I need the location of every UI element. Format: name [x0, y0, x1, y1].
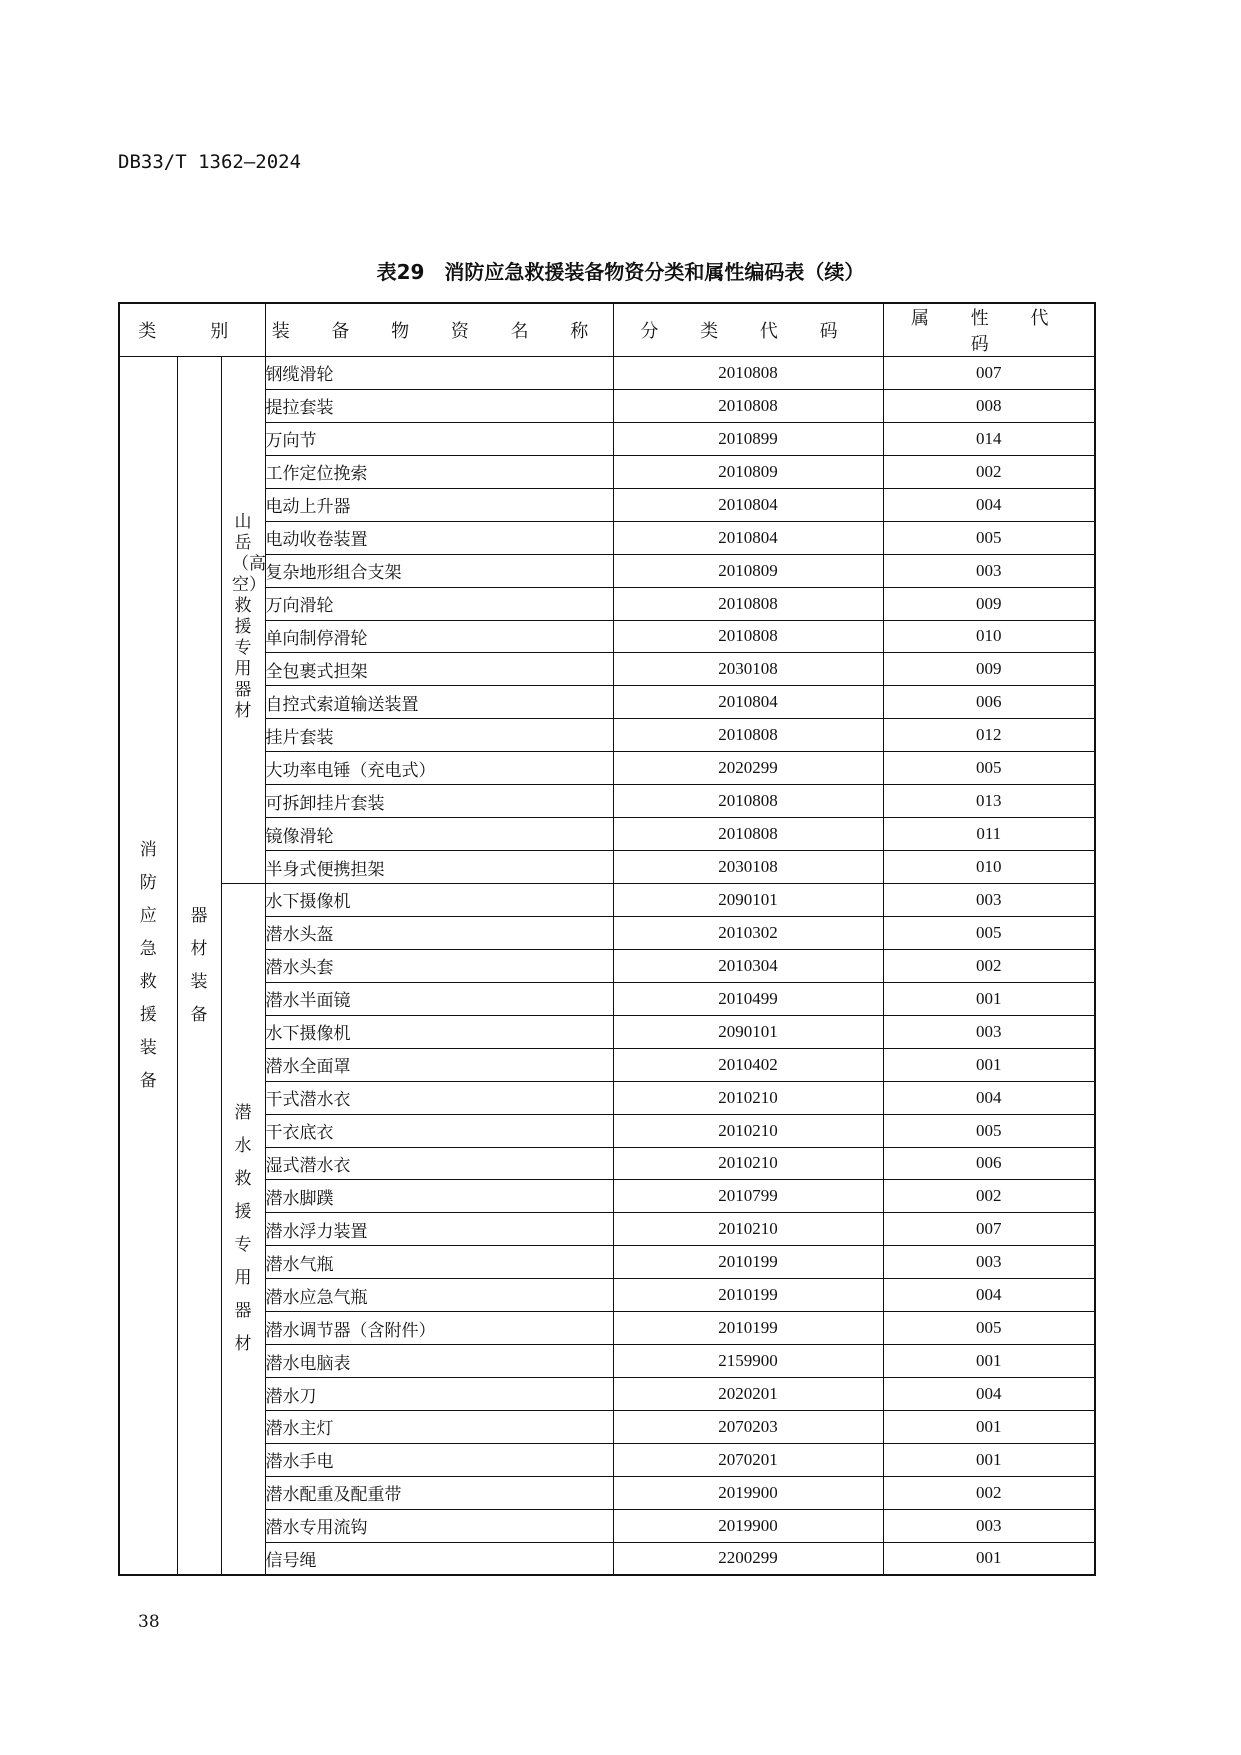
- table-row: [119, 521, 1095, 554]
- item-code: 2030108: [613, 851, 883, 884]
- item-code: 2010808: [613, 818, 883, 851]
- item-code: 2019900: [613, 1509, 883, 1542]
- item-name: 水下摄像机: [265, 1015, 613, 1048]
- table-row: [119, 1147, 1095, 1180]
- table-row: [119, 949, 1095, 982]
- item-attr: 012: [883, 719, 1095, 752]
- item-name: 潜水浮力装置: [265, 1213, 613, 1246]
- table-row: [119, 982, 1095, 1015]
- item-code: 2070203: [613, 1411, 883, 1444]
- table-row: [119, 1509, 1095, 1542]
- item-name: 干衣底衣: [265, 1114, 613, 1147]
- item-attr: 005: [883, 916, 1095, 949]
- header-attr: 属 性 代 码: [883, 303, 1095, 357]
- table-row: [119, 1312, 1095, 1345]
- table-row: [119, 1443, 1095, 1476]
- table-row: [119, 1081, 1095, 1114]
- item-name: 工作定位挽索: [265, 455, 613, 488]
- category-group-0-label: 山岳（高空）救援专用器材: [232, 512, 266, 721]
- item-code: 2010402: [613, 1048, 883, 1081]
- table-header-row: [119, 303, 1095, 357]
- table-row: [119, 1345, 1095, 1378]
- table-row: [119, 1411, 1095, 1444]
- item-name: 单向制停滑轮: [265, 620, 613, 653]
- item-attr: 005: [883, 521, 1095, 554]
- item-code: 2010499: [613, 982, 883, 1015]
- item-name: 万向节: [265, 422, 613, 455]
- category-level1: [119, 357, 177, 1576]
- item-attr: 004: [883, 1378, 1095, 1411]
- header-category: 类 别: [119, 303, 265, 357]
- item-code: 2010808: [613, 587, 883, 620]
- item-name: 全包裹式担架: [265, 653, 613, 686]
- table-row: [119, 620, 1095, 653]
- item-attr: 013: [883, 785, 1095, 818]
- item-attr: 014: [883, 422, 1095, 455]
- category-level1-label: 消防应急救援装备: [139, 839, 157, 1091]
- category-level2-label: 器材装备: [190, 905, 208, 1025]
- item-attr: 001: [883, 1443, 1095, 1476]
- item-name: 潜水气瓶: [265, 1246, 613, 1279]
- table-row: [119, 554, 1095, 587]
- item-name: 自控式索道输送装置: [265, 686, 613, 719]
- table-row: [119, 1114, 1095, 1147]
- table-row: [119, 719, 1095, 752]
- item-name: 钢缆滑轮: [265, 357, 613, 390]
- item-attr: 005: [883, 1114, 1095, 1147]
- table-row: [119, 1476, 1095, 1509]
- item-name: 半身式便携担架: [265, 851, 613, 884]
- table-row: [119, 422, 1095, 455]
- item-code: 2010199: [613, 1312, 883, 1345]
- item-code: 2090101: [613, 884, 883, 917]
- table-row: [119, 851, 1095, 884]
- item-name: 潜水应急气瓶: [265, 1279, 613, 1312]
- item-name: 挂片套装: [265, 719, 613, 752]
- category-group-1-label: 潜水救援专用器材: [234, 1103, 252, 1355]
- table-row: [119, 884, 1095, 917]
- item-code: 2010799: [613, 1180, 883, 1213]
- item-attr: 002: [883, 949, 1095, 982]
- item-attr: 004: [883, 1081, 1095, 1114]
- item-name: 潜水头套: [265, 949, 613, 982]
- item-name: 潜水专用流钩: [265, 1509, 613, 1542]
- table-row: [119, 455, 1095, 488]
- table-row: [119, 1246, 1095, 1279]
- item-attr: 001: [883, 1048, 1095, 1081]
- item-name: 潜水脚蹼: [265, 1180, 613, 1213]
- header-name: 装 备 物 资 名 称: [265, 303, 613, 357]
- item-name: 复杂地形组合支架: [265, 554, 613, 587]
- item-name: 潜水刀: [265, 1378, 613, 1411]
- item-name: 提拉套装: [265, 389, 613, 422]
- item-code: 2070201: [613, 1443, 883, 1476]
- item-code: 2030108: [613, 653, 883, 686]
- item-attr: 001: [883, 1411, 1095, 1444]
- table-title: 表29 消防应急救援装备物资分类和属性编码表（续）: [376, 260, 865, 284]
- item-attr: 002: [883, 1180, 1095, 1213]
- table-body: [119, 357, 1095, 1576]
- item-attr: 001: [883, 1542, 1095, 1575]
- item-attr: 002: [883, 455, 1095, 488]
- document-id: DB33/T 1362—2024: [118, 151, 302, 173]
- item-code: 2010210: [613, 1147, 883, 1180]
- item-name: 潜水配重及配重带: [265, 1476, 613, 1509]
- item-attr: 006: [883, 686, 1095, 719]
- item-name: 万向滑轮: [265, 587, 613, 620]
- table-row: [119, 357, 1095, 390]
- item-code: 2010199: [613, 1279, 883, 1312]
- table-row: [119, 752, 1095, 785]
- item-name: 水下摄像机: [265, 884, 613, 917]
- item-name: 大功率电锤（充电式）: [265, 752, 613, 785]
- table-row: [119, 916, 1095, 949]
- item-code: 2010808: [613, 389, 883, 422]
- table-row: [119, 653, 1095, 686]
- item-attr: 001: [883, 982, 1095, 1015]
- table-row: [119, 488, 1095, 521]
- item-code: 2010899: [613, 422, 883, 455]
- item-code: 2010809: [613, 455, 883, 488]
- item-name: 潜水全面罩: [265, 1048, 613, 1081]
- item-attr: 009: [883, 587, 1095, 620]
- table-row: [119, 1279, 1095, 1312]
- table-row: [119, 1378, 1095, 1411]
- item-name: 信号绳: [265, 1542, 613, 1575]
- item-name: 潜水电脑表: [265, 1345, 613, 1378]
- item-name: 潜水主灯: [265, 1411, 613, 1444]
- item-code: 2010199: [613, 1246, 883, 1279]
- item-code: 2200299: [613, 1542, 883, 1575]
- item-code: 2010804: [613, 488, 883, 521]
- table-row: [119, 389, 1095, 422]
- item-name: 潜水手电: [265, 1443, 613, 1476]
- item-attr: 010: [883, 620, 1095, 653]
- item-code: 2019900: [613, 1476, 883, 1509]
- item-code: 2159900: [613, 1345, 883, 1378]
- item-name: 潜水头盔: [265, 916, 613, 949]
- table-row: [119, 1542, 1095, 1575]
- item-code: 2090101: [613, 1015, 883, 1048]
- item-attr: 007: [883, 357, 1095, 390]
- item-code: 2010808: [613, 785, 883, 818]
- item-code: 2010302: [613, 916, 883, 949]
- item-code: 2010804: [613, 521, 883, 554]
- table-row: [119, 818, 1095, 851]
- item-code: 2010808: [613, 357, 883, 390]
- table-row: [119, 1213, 1095, 1246]
- item-attr: 004: [883, 488, 1095, 521]
- item-attr: 002: [883, 1476, 1095, 1509]
- header-code: 分 类 代 码: [613, 303, 883, 357]
- classification-table: [118, 302, 1096, 1576]
- table-row: [119, 785, 1095, 818]
- item-name: 湿式潜水衣: [265, 1147, 613, 1180]
- item-name: 潜水调节器（含附件）: [265, 1312, 613, 1345]
- item-name: 电动收卷装置: [265, 521, 613, 554]
- item-attr: 011: [883, 818, 1095, 851]
- item-attr: 010: [883, 851, 1095, 884]
- item-attr: 004: [883, 1279, 1095, 1312]
- item-code: 2020201: [613, 1378, 883, 1411]
- table-row: [119, 587, 1095, 620]
- item-code: 2010808: [613, 719, 883, 752]
- item-attr: 003: [883, 884, 1095, 917]
- item-attr: 003: [883, 554, 1095, 587]
- item-attr: 003: [883, 1246, 1095, 1279]
- item-code: 2010210: [613, 1213, 883, 1246]
- item-name: 干式潜水衣: [265, 1081, 613, 1114]
- item-attr: 009: [883, 653, 1095, 686]
- item-attr: 008: [883, 389, 1095, 422]
- item-code: 2020299: [613, 752, 883, 785]
- item-code: 2010210: [613, 1081, 883, 1114]
- item-name: 电动上升器: [265, 488, 613, 521]
- table-row: [119, 686, 1095, 719]
- category-level2: [177, 357, 221, 1576]
- item-code: 2010304: [613, 949, 883, 982]
- item-attr: 005: [883, 752, 1095, 785]
- item-attr: 003: [883, 1509, 1095, 1542]
- item-attr: 001: [883, 1345, 1095, 1378]
- item-attr: 006: [883, 1147, 1095, 1180]
- item-code: 2010808: [613, 620, 883, 653]
- item-code: 2010809: [613, 554, 883, 587]
- table-row: [119, 1015, 1095, 1048]
- item-name: 潜水半面镜: [265, 982, 613, 1015]
- item-name: 镜像滑轮: [265, 818, 613, 851]
- item-name: 可拆卸挂片套装: [265, 785, 613, 818]
- page-number: 38: [138, 1612, 160, 1632]
- item-attr: 003: [883, 1015, 1095, 1048]
- category-group-0: [221, 357, 265, 884]
- item-attr: 007: [883, 1213, 1095, 1246]
- item-code: 2010210: [613, 1114, 883, 1147]
- item-code: 2010804: [613, 686, 883, 719]
- table-row: [119, 1048, 1095, 1081]
- table-row: [119, 1180, 1095, 1213]
- item-attr: 005: [883, 1312, 1095, 1345]
- category-group-1: [221, 884, 265, 1576]
